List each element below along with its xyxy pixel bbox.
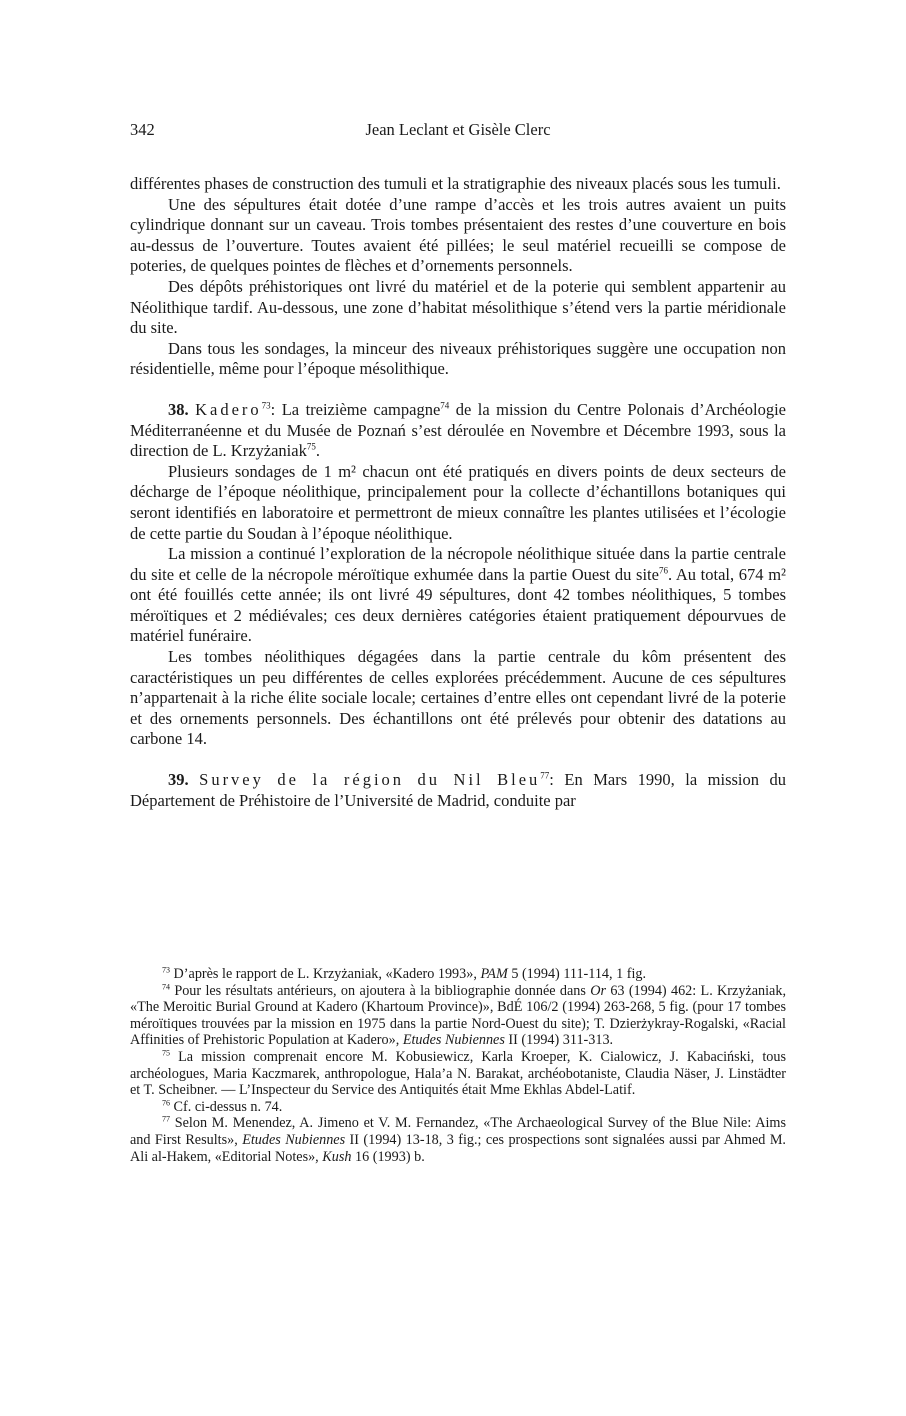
footnote-ref: 74 <box>440 400 450 411</box>
footnote-74 <box>130 983 786 1049</box>
paragraph: Des dépôts préhistoriques ont livré du matériel et de la poterie qui semblent appartenir au Néolithique tardif. Au-dessous, une zone d’habitat mésolithique s’étend vers la partie méridionale du site. <box>130 276 786 338</box>
footnote-73 <box>130 966 786 983</box>
journal-title: Etudes Nubiennes <box>242 1131 346 1148</box>
paragraph-text: de la mission du Centre Polonais d’Archéologie Méditerranéenne et du Musée de Poznań s’est déroulée en Novembre et Décembre 1993, sous la direction de L. Krzyżaniak <box>130 399 786 461</box>
footnote-77 <box>130 1115 786 1165</box>
footnote-text: Selon M. Menendez, A. Jimeno et V. M. Fernandez, «The Archaeological Survey of the Blue Nile: Aims and First Results», <box>130 1115 786 1148</box>
paragraph: Une des sépultures était dotée d’une rampe d’accès et les trois autres avaient un puits cylindrique donnant sur un caveau. Trois tombes présentaient des restes d’une couverture en bois au-dessus de l’ouverture. Toutes avaient été pillées; le seul matériel recueilli se compose de poteries, de quelques pointes de flèches et d’ornements personnels. <box>130 194 786 276</box>
footnote-75 <box>130 1049 786 1099</box>
journal-title: Etudes Nubiennes <box>402 1032 505 1049</box>
footnote-text: 16 (1993) b. <box>351 1148 425 1165</box>
footnote-ref: 77 <box>540 770 550 781</box>
site-name: Kadero <box>195 399 262 419</box>
section-number: 38. <box>168 399 189 419</box>
journal-title: Kush <box>322 1148 352 1165</box>
footnote-number: 73 <box>162 965 170 975</box>
footnote-number: 77 <box>162 1114 170 1124</box>
paragraph-text: La mission a continué l’exploration de la nécropole néolithique située dans la partie centrale du site et celle de la nécropole méroïtique exhumée dans la partie Ouest du site <box>130 544 786 584</box>
footnote-ref: 76 <box>658 565 668 576</box>
running-title: Jean Leclant et Gisèle Clerc <box>365 120 551 139</box>
section-38 <box>130 400 786 462</box>
footnote-text: Cf. ci-dessus n. 74. <box>170 1098 283 1115</box>
footnotes <box>130 966 786 1165</box>
section-39 <box>130 770 786 811</box>
section-number: 39. <box>168 770 189 790</box>
page-number: 342 <box>130 120 155 139</box>
footnote-number: 76 <box>162 1098 170 1108</box>
footnote-text: La mission comprenait encore M. Kobusiewicz, Karla Kroeper, K. Cialowicz, J. Kabaciński, tous archéologues, Maria Kaczmarek, anthropologue, Hala’a N. Barakat, archéobotaniste, Claudia Näser, J. Linstädter et T. Scheibner. — L’Inspecteur du Service des Antiquités était Mme Ekhlas Abdel-Latif. <box>130 1048 786 1099</box>
footnote-76 <box>130 1099 786 1116</box>
footnote-ref: 75 <box>306 441 316 452</box>
paragraph: Les tombes néolithiques dégagées dans la partie centrale du kôm présentent des caractéristiques un peu différentes de celles explorées précédemment. Aucune de ces sépultures n’appartenait à la riche élite sociale locale; certaines d’entre elles ont cependant livré de la poterie et des ornements personnels. Des échantillons ont été prélevés pour obtenir des datations au carbone 14. <box>130 647 786 749</box>
site-name: Survey de la région du Nil Bleu <box>199 770 541 790</box>
footnote-number: 75 <box>162 1048 170 1058</box>
footnote-text: D’après le rapport de L. Krzyżaniak, «Kadero 1993», <box>170 966 481 982</box>
paragraph-text: . Au total, 674 m² ont été fouillés cette année; ils ont livré 49 sépultures, dont 42 tombes néolithiques, 5 tombes méroïtiques et 2 médiévales; ces deux dernières catégories étaient pratiquement dépourvues de matériel funéraire. <box>130 564 786 646</box>
footnote-text: 63 (1994) 462: L. Krzyżaniak, «The Meroitic Burial Ground at Kadero (Khartoum Province)», BdÉ 106/2 (1994) 263-268, 5 fig. (pour 17 tombes méroïtiques trouvées par la mission en 1975 dans la partie Nord-Ouest du site); T. Dzierżykray-Rogalski, «Racial Affinities of Prehistoric Population at Kadero», <box>130 982 786 1049</box>
paragraph: Dans tous les sondages, la minceur des niveaux préhistoriques suggère une occupation non résidentielle, même pour l’époque mésolithique. <box>130 338 786 379</box>
footnote-text: II (1994) 311-313. <box>504 1032 614 1049</box>
paragraph: Plusieurs sondages de 1 m² chacun ont été pratiqués en divers points de deux secteurs de décharge de l’époque néolithique, principalement pour la collecte d’échantillons botaniques qui seront identifiés en laboratoire et permettront de mieux connaître les plantes utilisées et l’écologie de cette partie du Soudan à l’époque néolithique. <box>130 461 786 543</box>
footnote-text: II (1994) 13-18, 3 fig.; ces prospections sont signalées aussi par Ahmed M. Ali al-Hakem, «Editorial Notes», <box>130 1131 786 1165</box>
journal-title: PAM <box>480 966 508 982</box>
paragraph-text: . <box>315 441 320 461</box>
footnote-number: 74 <box>162 981 170 991</box>
footnote-text: 5 (1994) 111-114, 1 fig. <box>507 966 647 982</box>
page-header <box>130 120 786 144</box>
paragraph: différentes phases de construction des tumuli et la stratigraphie des niveaux placés sous les tumuli. <box>130 174 781 193</box>
journal-title: Or <box>590 982 606 999</box>
footnote-ref: 73 <box>261 400 271 411</box>
paragraph-text: : La treizième campagne <box>270 399 441 419</box>
paragraph-text: : En Mars 1990, la mission du Département de Préhistoire de l’Université de Madrid, conduite par <box>130 770 786 810</box>
footnote-text: Pour les résultats antérieurs, on ajoutera à la bibliographie donnée dans <box>170 982 591 999</box>
main-text <box>130 174 786 811</box>
paragraph <box>130 544 786 647</box>
